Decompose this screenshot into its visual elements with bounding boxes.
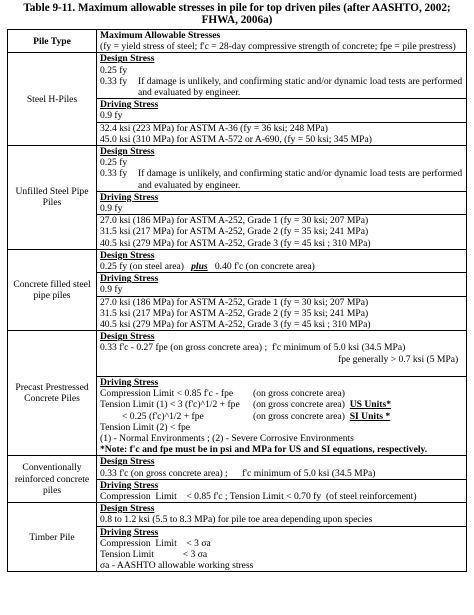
tension-limit-us: Tension Limit (1) < 3 (f'c)^1/2 + fpe (on gross concrete area) US Units* xyxy=(100,399,392,411)
design-stress-heading: Design Stress xyxy=(100,456,155,468)
pile-type-conventional: Conventionally reinforced concrete piles xyxy=(8,456,97,503)
design-stress-heading: Design Stress xyxy=(100,503,155,515)
table-title xyxy=(0,0,474,26)
grade-line: 31.5 ksi (217 MPa) for ASTM A-252, Grade 2 (fy = 35 ksi; 241 MPa) xyxy=(100,307,369,319)
pile-type-unfilled: Unfilled Steel Pipe Piles xyxy=(8,146,97,250)
design-stress-heading: Design Stress xyxy=(100,331,155,343)
pile-type-steel-h: Steel H-Piles xyxy=(8,53,97,146)
grade-line: 27.0 ksi (186 MPa) for ASTM A-252, Grade 1 (fy = 30 ksi; 207 MPa) xyxy=(97,296,466,308)
stresses-steel-h xyxy=(97,53,467,146)
design-stress-value: 0.25 fy (on steel area) plus 0.40 f'c (on concrete area) xyxy=(100,261,315,273)
grade-line: 31.5 ksi (217 MPa) for ASTM A-252, Grade 2 (fy = 35 ksi; 241 MPa) xyxy=(100,226,369,238)
tension-limit: Tension Limit < 3 σa xyxy=(100,548,208,560)
title-line-2: FHWA, 2006a) xyxy=(201,14,273,26)
grade-line: 40.5 ksi (279 MPa) for ASTM A-252, Grade 3 (fy = 45 ksi ; 310 MPa) xyxy=(100,319,371,331)
stress-table xyxy=(7,29,467,572)
driving-stress-value: Compression Limit < 0.85 f'c ; Tension Limit < 0.70 fy (of steel reinforcement) xyxy=(100,490,417,502)
tension-limit-si: < 0.25 (f'c)^1/2 + fpe (on gross concrete area) SI Units * xyxy=(122,410,391,422)
driving-stress-value: 0.9 fy xyxy=(100,284,123,296)
stresses-conventional xyxy=(97,456,467,503)
driving-stress-value: 0.9 fy xyxy=(100,110,123,122)
design-stress-heading: Design Stress xyxy=(100,249,155,261)
row-conventional xyxy=(8,456,467,503)
design-stress-heading: Design Stress xyxy=(100,53,155,65)
driving-stress-heading: Driving Stress xyxy=(97,526,466,538)
units-note: *Note: f'c and fpe must be in psi and MPa for US and SI equations, respectively. xyxy=(100,444,428,456)
row-timber xyxy=(8,503,467,572)
grade-line: 27.0 ksi (186 MPa) for ASTM A-252, Grade 1 (fy = 30 ksi; 207 MPa) xyxy=(97,214,466,226)
header-row xyxy=(8,30,467,53)
stresses-timber xyxy=(97,503,467,572)
design-stress-value: 0.25 fy xyxy=(100,64,128,76)
design-stress-value: 0.33 f'c (on gross concrete area) ; f'c minimum of 5.0 ksi (34.5 MPa) xyxy=(100,467,376,479)
design-stress-value: 0.33 f'c - 0.27 fpe (on gross concrete area) ; f'c minimum of 5.0 ksi (34.5 MPa) xyxy=(100,342,406,354)
design-stress-value: 0.8 to 1.2 ksi (5.5 to 8.3 MPa) for pile toe area depending upon species xyxy=(100,514,373,526)
us-units-label: US Units* xyxy=(349,399,392,411)
design-stress-value: 0.33 fy If damage is unlikely, and confirming static and/or dynamic load tests are performed and evaluated by engineer. xyxy=(100,75,463,99)
stresses-unfilled xyxy=(97,146,467,250)
grade-line: 32.4 ksi (223 MPa) for ASTM A-36 (fy = 36 ksi; 248 MPa) xyxy=(97,122,466,134)
compression-limit: Compression Limit < 3 σa xyxy=(100,537,211,549)
pile-type-filled: Concrete filled steel pipe piles xyxy=(8,249,97,330)
damage-note: If damage is unlikely, and confirming static and/or dynamic load tests are performed and evaluated by engineer. xyxy=(138,168,463,191)
driving-stress-heading: Driving Stress xyxy=(97,479,466,491)
design-stress-value: 0.25 fy xyxy=(100,157,128,169)
tension-limit-2: Tension Limit (2) < fpe xyxy=(100,421,190,433)
stresses-filled xyxy=(97,249,467,330)
driving-stress-heading: Driving Stress xyxy=(97,191,466,203)
row-precast xyxy=(8,331,467,456)
environment-note: (1) - Normal Environments ; (2) - Severe Corrosive Environments xyxy=(100,432,354,444)
driving-stress-value: 0.9 fy xyxy=(100,203,123,215)
grade-line: 45.0 ksi (310 MPa) for ASTM A-572 or A-690, (fy = 50 ksi; 345 MPa) xyxy=(100,133,372,145)
plus-label: plus xyxy=(191,261,208,273)
compression-limit: Compression Limit < 0.85 f'c - fpe (on gross concrete area) xyxy=(100,388,345,400)
title-line-1: Table 9-11. Maximum allowable stresses in pile for top driven piles (after AASHTO, 2002; xyxy=(23,2,451,14)
pile-type-timber: Timber Pile xyxy=(8,503,97,572)
driving-stress-heading: Driving Stress xyxy=(97,272,466,284)
row-unfilled-pipe xyxy=(8,146,467,250)
row-concrete-filled xyxy=(8,249,467,330)
driving-stress-heading: Driving Stress xyxy=(97,98,466,110)
header-stresses-title: Maximum Allowable Stresses xyxy=(100,30,221,41)
working-stress-note: σa - AASHTO allowable working stress xyxy=(100,560,254,572)
row-steel-h-piles xyxy=(8,53,467,146)
design-stress-value: fpe generally > 0.7 ksi (5 MPa) xyxy=(338,353,459,365)
damage-note: If damage is unlikely, and confirming static and/or dynamic load tests are performed and evaluated by engineer. xyxy=(138,75,463,99)
header-stresses-note: (fy = yield stress of steel; f'c = 28-day compressive strength of concrete; fpe = pile prestress) xyxy=(100,41,456,53)
driving-stress-heading: Driving Stress xyxy=(97,376,466,388)
design-stress-value: 0.33 fy If damage is unlikely, and confirming static and/or dynamic load tests are performed and evaluated by engineer. xyxy=(100,168,463,191)
design-stress-heading: Design Stress xyxy=(100,146,155,158)
pile-type-precast: Precast Prestressed Concrete Piles xyxy=(8,331,97,456)
grade-line: 40.5 ksi (279 MPa) for ASTM A-252, Grade 3 (fy = 45 ksi ; 310 MPa) xyxy=(100,237,371,249)
header-pile-type: Pile Type xyxy=(8,30,97,53)
stresses-precast xyxy=(97,331,467,456)
header-stresses xyxy=(97,30,467,53)
si-units-label: SI Units * xyxy=(349,410,391,422)
